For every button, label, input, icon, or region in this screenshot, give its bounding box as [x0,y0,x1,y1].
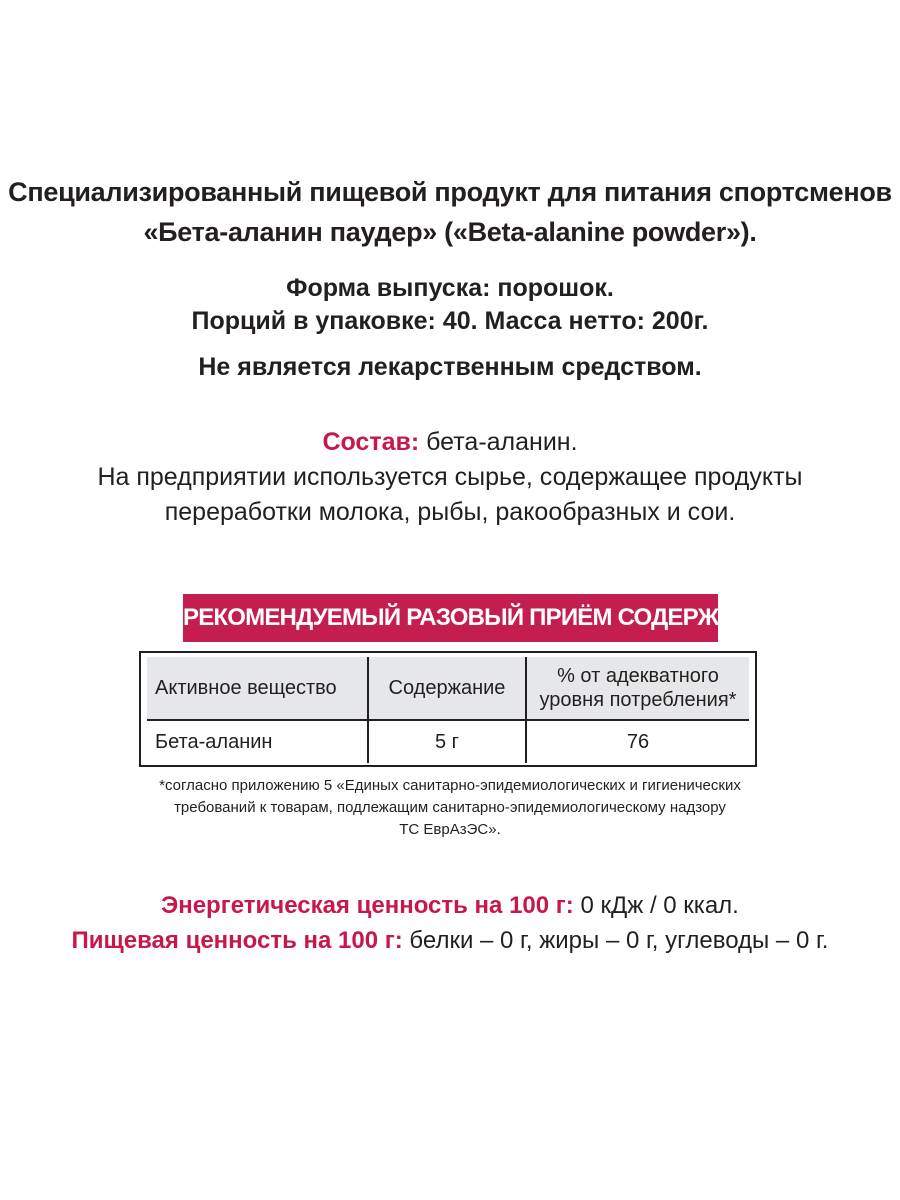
product-title-line-2: «Бета-аланин паудер» («Beta-alanine powder»). [143,217,757,247]
header-percent-line-2: уровня потребления* [539,689,737,711]
table-row [147,720,749,763]
cell-percent: 76 [526,720,749,763]
composition-block [0,425,900,530]
release-form-line: Форма выпуска: порошок. [286,274,614,302]
recommended-dose-banner: РЕКОМЕНДУЕМЫЙ РАЗОВЫЙ ПРИЁМ СОДЕРЖИТ: [183,594,718,642]
not-medicine-notice: Не является лекарственным средством. [198,353,702,381]
allergen-line-1: На предприятии используется сырье, содержащее продукты [97,463,803,491]
composition-value: бета-аланин. [419,428,578,456]
composition-line [0,425,900,460]
footnote-line-1: *согласно приложению 5 «Единых санитарно-эпидемиологических и гигиенических [159,777,741,794]
header-substance: Активное вещество [147,657,368,720]
table-header-row [147,657,749,720]
energy-nutrition-block [0,888,900,958]
cell-substance: Бета-аланин [155,730,273,753]
cell-content: 5 г [368,720,526,763]
nutrition-line [0,923,900,958]
footnote-line-3: ТС ЕврАзЭС». [399,821,501,838]
energy-value: 0 кДж / 0 ккал. [573,892,739,919]
allergen-line-2: переработки молока, рыбы, ракообразных и сои. [164,498,736,526]
footnote-line-2: требований к товарам, подлежащим санитарно-эпидемиологическому надзору [174,799,726,816]
header-content: Содержание [368,657,526,720]
footnote [0,775,900,841]
product-title [0,172,900,252]
header-percent-line-1: % от адекватного [557,665,719,687]
composition-label: Состав: [322,428,420,456]
release-form [0,272,900,338]
active-substance-table [147,657,749,763]
portions-weight-line: Порций в упаковке: 40. Масса нетто: 200г. [191,307,709,335]
energy-label: Энергетическая ценность на 100 г: [161,892,574,919]
nutrition-label: Пищевая ценность на 100 г: [71,927,403,954]
header-percent [526,657,749,720]
energy-line [0,888,900,923]
product-title-line-1: Специализированный пищевой продукт для питания спортсменов [8,177,892,207]
nutrition-value: белки – 0 г, жиры – 0 г, углеводы – 0 г. [402,927,829,954]
